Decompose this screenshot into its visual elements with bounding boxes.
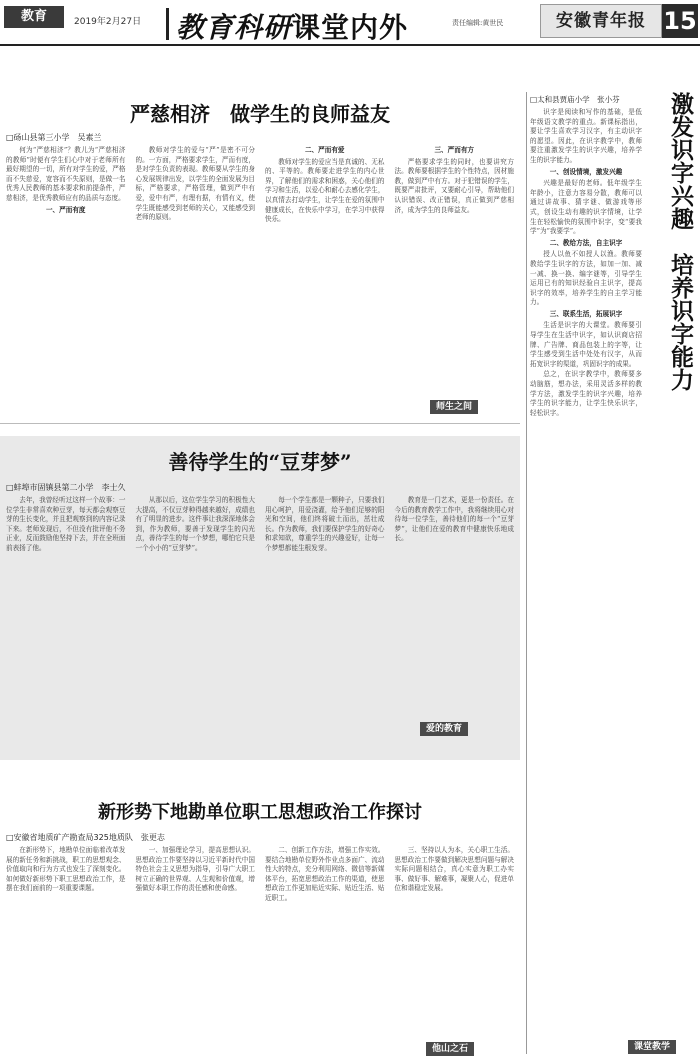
article-strict-and-caring [0, 54, 520, 424]
article-body [6, 846, 514, 1046]
article-byline: □安徽省地质矿产勘查局325地质队 张更志 [6, 833, 165, 842]
subheading: 一、创设情境，激发兴趣 [549, 167, 623, 176]
paragraph: 在新形势下，地勘单位面临着改革发展的新任务和新挑战，职工的思想观念、价值取向和行为方式也发生了深刻变化。如何做好新形势下职工思想政治工作，是摆在我们面前的一项重要课题。 [6, 846, 126, 893]
column-tag: 他山之石 [426, 1042, 474, 1056]
paragraph: 生活是识字的大课堂。教师要引导学生在生活中识字，如认识商店招牌、广告牌、商品包装上的字等，让学生感受到生活中处处有汉字，从而拓宽识字的渠道，巩固识字的成果。 [530, 321, 642, 368]
article-headline: 激发识字兴趣 培养识字能力 [667, 92, 694, 391]
paragraph: 一、加强理论学习，提高思想认识。思想政治工作要坚持以习近平新时代中国特色社会主义思想为指导，引导广大职工树立正确的世界观、人生观和价值观，增强做好本职工作的责任感和使命感。 [135, 846, 255, 893]
paragraph: 何为“严慈相济”？教儿为“严慈相济的教师”时便有学生们心中对于老师所有最好期望的一切，所有对学生的爱，严格而不失慈爱，宽容而不失原则，是做一名优秀人民教师的基本要求和前提条件，严慈相济，是优秀教师应有的品质与态度。 [6, 146, 126, 202]
article-literacy-interest [530, 92, 700, 1058]
header-divider [166, 8, 169, 40]
section-title [176, 6, 409, 44]
section-title-bold: 课堂内外 [292, 11, 409, 44]
subheading: 二、教给方法，自主识字 [549, 238, 623, 247]
subheading: 三、严而有方 [434, 146, 475, 154]
paragraph: 从那以后，这位学生学习的积极性大大提高，不仅豆芽种得越来越好，成绩也有了明显的进步。这件事让我深深地体会到，作为教师，要善于发现学生的闪光点，善待学生的每一个梦想，哪怕它只是一个小小的“豆芽梦”。 [135, 496, 255, 552]
column-tag: 爱的教育 [420, 722, 468, 736]
article-bean-sprout-dream [0, 436, 520, 760]
column-tag: 师生之间 [430, 400, 478, 414]
paragraph: 教师对学生的爱与“严”是密不可分的。一方面，严格要求学生，严而有度，是对学生负责的表现。教师要从学生的身心发展规律出发，以学生的全面发展为目标，严格要求，严格管理，做到严中有爱，爱中有严，有理有据，有情有义，使学生既能感受到老师的关心，又能感受到老师的原则。 [135, 146, 255, 222]
article-body [6, 496, 514, 750]
article-headline: 新形势下地勘单位职工思想政治工作探讨 [98, 802, 422, 823]
issue-date: 2019年2月27日 [74, 17, 142, 27]
newspaper-name: 安徽青年报 [540, 4, 662, 38]
article-headline: 善待学生的“豆芽梦” [168, 450, 352, 474]
paragraph: 授人以鱼不如授人以渔。教师要教给学生识字的方法，如加一加、减一减、换一换、编字谜等，引导学生运用已有的知识经验自主识字，提高识字的效率，培养学生的自主学习能力。 [530, 250, 642, 307]
paragraph: 识字是阅读和写作的基础，是低年级语文教学的重点。新课标指出，要让学生喜欢学习汉字，有主动识字的愿望。因此，在识字教学中，教师要注重激发学生的识字兴趣，培养学生的识字能力。 [530, 108, 642, 164]
subheading: 二、严而有爱 [304, 146, 345, 154]
section-title-script: 教育科研 [176, 11, 293, 44]
section-logo: 教育 [4, 6, 64, 28]
article-body [6, 146, 514, 408]
column-divider [526, 92, 527, 1054]
paragraph: 去年，我曾经听过这样一个故事：一位学生非常喜欢种豆芽，每天都会观察豆芽的生长变化，并且把观察到的内容记录下来。老师发现后，不但没有批评他不务正业，反而鼓励他坚持下去，并在全班面前表扬了他。 [6, 496, 126, 552]
article-body [530, 108, 642, 1038]
subheading: 一、严而有度 [45, 205, 86, 214]
page-number: 15 [662, 4, 698, 38]
paragraph: 兴趣是最好的老师。低年级学生年龄小，注意力容易分散，教师可以通过讲故事、猜字谜、做游戏等形式，创设生动有趣的识字情境，让学生在轻松愉快的氛围中识字，变“要我学”为“我要学”。 [530, 179, 642, 236]
paragraph: 严格要求学生的同时，也要讲究方法。教师要根据学生的个性特点，因材施教，做到严中有方。对于犯错误的学生，既要严肃批评，又要耐心引导，帮助他们认识错误、改正错误，真正做到严慈相济，成为学生的良师益友。 [394, 157, 514, 214]
article-byline: □太和县贾庙小学 张小芬 [530, 95, 620, 104]
article-headline: 严慈相济 做学生的良师益友 [130, 102, 390, 126]
article-byline: □蚌埠市固镇县第二小学 李士久 [6, 483, 126, 492]
paragraph: 总之，在识字教学中，教师要多动脑筋，想办法，采用灵活多样的教学方法，激发学生的识字兴趣，培养学生的识字能力，让学生快乐识字，轻松识字。 [530, 370, 642, 417]
paragraph: 二、创新工作方法，增强工作实效。要结合地勘单位野外作业点多面广、流动性大的特点，充分利用网络、微信等新媒体平台，拓宽思想政治工作的渠道，使思想政治工作更加贴近实际、贴近生活、贴近职工。 [265, 846, 385, 902]
editor-credit: 责任编辑:黄世民 [452, 19, 504, 27]
article-political-work [0, 770, 520, 1058]
page-header [0, 0, 700, 46]
article-byline: □砀山县第三小学 吴素兰 [6, 133, 102, 142]
subheading: 三、联系生活，拓展识字 [549, 309, 623, 318]
paragraph: 每一个学生都是一颗种子，只要我们用心呵护，用爱浇灌，给予他们足够的阳光和空间，他们终将破土而出，茁壮成长。作为教师，我们要保护学生的好奇心和求知欲，尊重学生的兴趣爱好，让每一个梦想都能生根发芽。 [265, 496, 385, 552]
column-tag: 课堂教学 [628, 1040, 676, 1054]
paragraph: 教师对学生的爱应当是真诚的、无私的、平等的。教师要走进学生的内心世界，了解他们的需求和困惑，关心他们的学习和生活，以爱心和耐心去感化学生，以真情去打动学生，让学生在爱的氛围中健康成长，在快乐中学习，在学习中获得快乐。 [265, 157, 385, 224]
paragraph: 教育是一门艺术，更是一份责任。在今后的教育教学工作中，我将继续用心对待每一位学生，善待他们的每一个“豆芽梦”，让他们在爱的教育中健康快乐地成长。 [394, 496, 514, 543]
paragraph: 三、坚持以人为本，关心职工生活。思想政治工作要做到解决思想问题与解决实际问题相结合，真心实意为职工办实事、做好事、解难事，凝聚人心，促进单位和谐稳定发展。 [394, 846, 514, 893]
